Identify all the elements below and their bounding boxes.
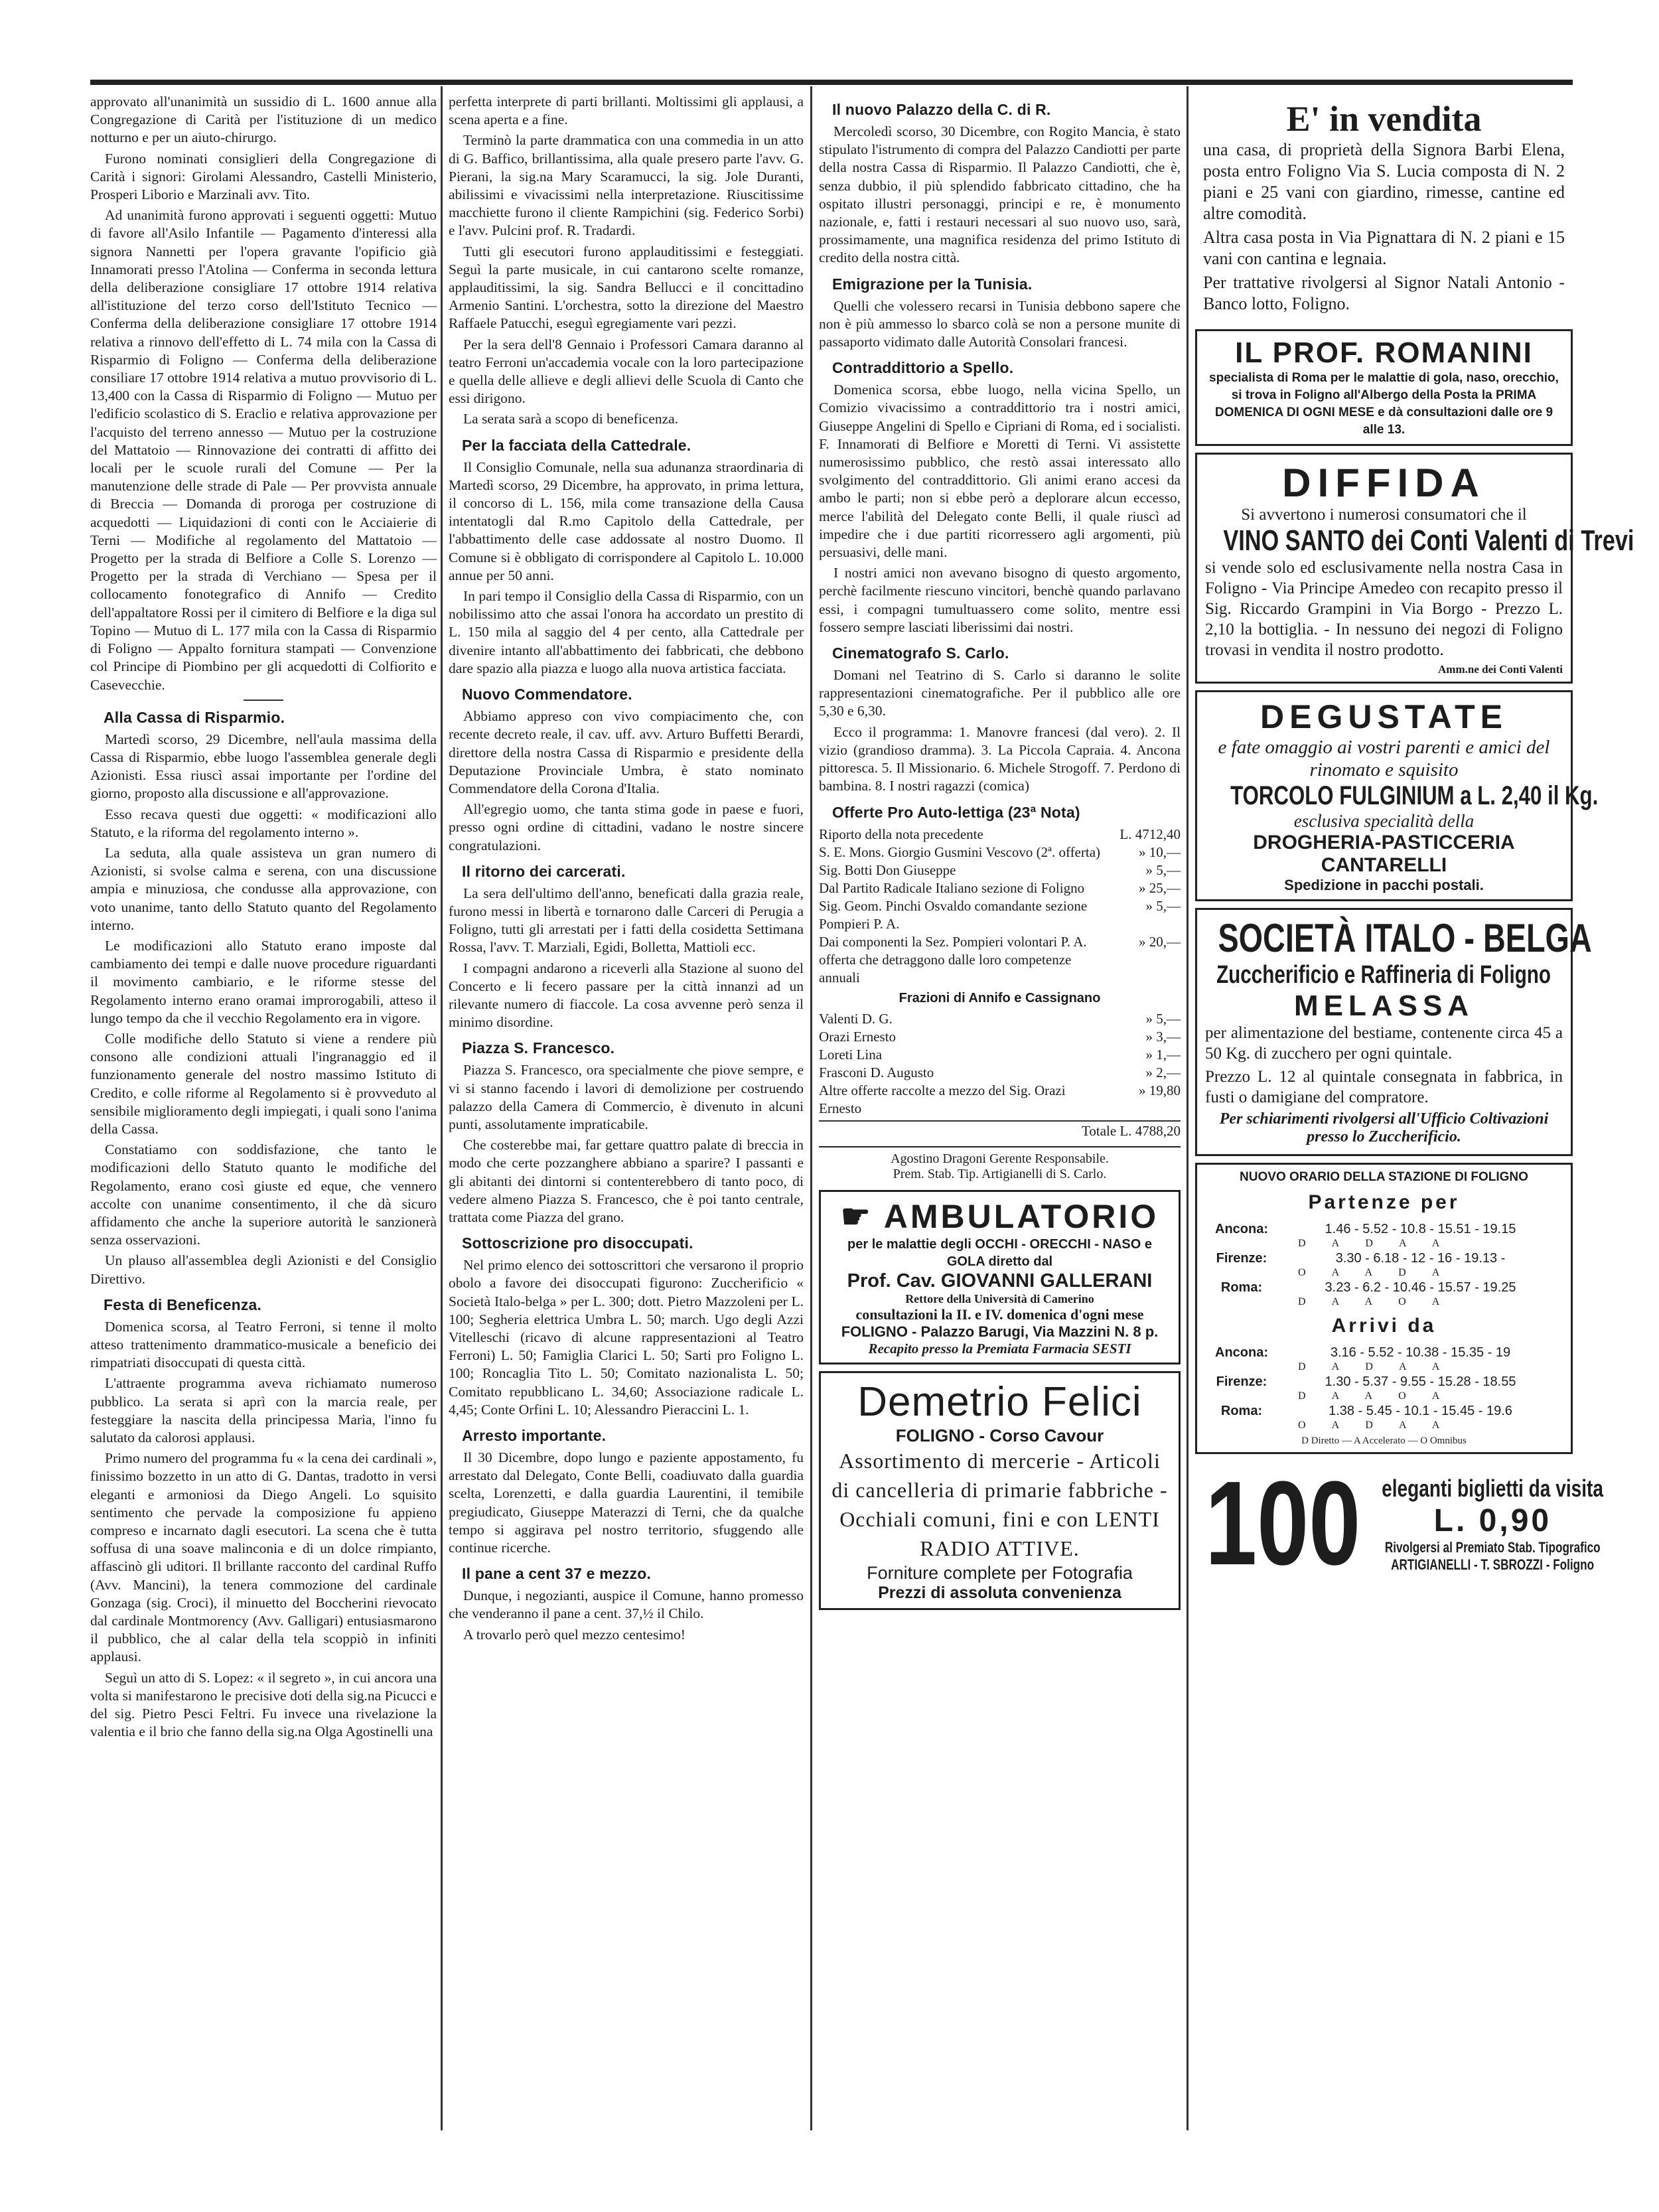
- ad-text: specialista di Roma per le malattie di gola, naso, orecchio, si trova in Foligno all'Albergo della Posta la PRIMA DOMENICA DI OGNI MESE e dà consultazioni dalle ore 9 alle 13.: [1209, 371, 1559, 437]
- article-text: Un plauso all'assemblea degli Azionisti e del Consiglio Direttivo.: [90, 1252, 437, 1287]
- orario-ad: [1195, 1163, 1573, 1454]
- schedule-city: Ancona:: [1215, 1222, 1268, 1237]
- top-rule: [90, 80, 1573, 85]
- article-text: Terminò la parte drammatica con una commedia in un atto di G. Baffico, brillantissima, alla quale presero parte l'avv. G. Pierani, la sig.na Mary Scaramucci, la sig. Jole Duranti, abilissimi e vivacissimi nella interpretazione. Riuscitissime macchiette furono il cliente Rampichini (sig. Federico Sorbi) e l'avv. Pulcini prof. R. Tradardi.: [449, 132, 804, 239]
- schedule-city: Roma:: [1220, 1280, 1263, 1295]
- schedule-times: 1.38 - 5.45 - 10.1 - 15.45 - 19.6: [1329, 1404, 1512, 1419]
- offer-label: Altre offerte raccolte a mezzo del Sig. Orazi Ernesto: [819, 1082, 1066, 1116]
- article-text: Abbiamo appreso con vivo compiacimento che, con recente decreto reale, il cav. uff. avv. Arturo Buffetti Berardi, direttore della nostra Cassa di Risparmio e presidente della Deputazione Provinciale Umbra, è stato nominato Commendatore della Corona d'Italia.: [449, 708, 804, 796]
- offer-label: Loreti Lina: [819, 1046, 883, 1063]
- article-text: Esso recava questi due oggetti: « modificazioni allo Statuto, e la riforma del regolamento interno ».: [90, 806, 437, 840]
- ad-text: Per trattative rivolgersi al Signor Natali Antonio - Banco lotto, Foligno.: [1203, 273, 1565, 313]
- headline: Il pane a cent 37 e mezzo.: [462, 1565, 652, 1583]
- article-text: Primo numero del programma fu « la cena dei cardinali », finissimo bozzetto in un atto di G. Dantas, tradotto in versi eleganti e armoniosi da Diego Angeli. Lo squisito sentimento che pervade la composizione fu appieno compreso e incarnato dagli esecutori. La scena che è tutta soffusa di una soave malinconia e di un dolce rimpianto, affascinò gli uditori. Il brillante racconto del cardinal Ruffo (Avv. Mancini), la tenera commozione del cardinale Gonzaga (sig. Croci), il minuetto del Boccherini rievocato dal cardinale Montmorency (Avv. Galligari) entusiasmarono il pubblico, che al calar della tela scoppiò in infiniti applausi.: [90, 1450, 437, 1665]
- article-text: Il Consiglio Comunale, nella sua adunanza straordinaria di Martedì scorso, 29 Dicembre, ha approvato, in prima lettura, il concorso di L. 156, mila come transazione della Causa intentatogli dal R.mo Capitolo della Cattedrale, per l'abbattimento delle case addossate al nostro Duomo. Il Comune si è obbligato di corrispondere al Capitolo L. 10.000 annue per 50 anni.: [449, 459, 804, 583]
- article-text: Domenica scorsa, ebbe luogo, nella vicina Spello, un Comizio vivacissimo a contraddittorio tra i nostri amici, Giuseppe Angelini di Spello e Cipriani di Roma, ed i socialisti. F. Innamorati di Belfiore e Moretti di Terni. Vi assistette numerosissimo pubblico, che restò assai interessato allo svolgimento del contraddittorio. Gli animi erano accesi da ambo le parti; non si ebbe però a deplorare alcun eccesso, merce l'abilità del Delegato conte Belli, il quale riuscì ad impedire che i due partiti ricorressero agli argomenti, più persuasivi, delle mani.: [819, 382, 1181, 561]
- article-text: All'egregio uomo, che tanta stima gode in paese e fuori, presso ogni ordine di cittadini, vadano le nostre sincere congratulazioni.: [449, 801, 804, 853]
- offer-value: » 5,—: [1145, 861, 1181, 878]
- schedule-city: Roma:: [1220, 1404, 1263, 1419]
- offer-row: [819, 826, 1181, 844]
- article-text: Martedì scorso, 29 Dicembre, nell'aula massima della Cassa di Risparmio, ebbe luogo l'assemblea generale degli Azionisti. Essa riuscì assai importante per l'ordine del giorno, proposto alla discussione e all'approvazione.: [90, 731, 437, 802]
- ad-price: L. 0,90: [1433, 1503, 1552, 1538]
- felici-ad: [819, 1371, 1181, 1610]
- column-divider: [810, 86, 812, 2130]
- article-text: La sera dell'ultimo dell'anno, beneficati dalla grazia reale, furono messi in libertà e tornarono dalle Carceri di Perugia a Foligno, tutti gli arrestati per i fatti della cosidetta Settimana Rossa, l'avv. T. Marziali, Egidi, Bolletta, Mattioli ecc.: [449, 885, 804, 956]
- ad-text: per alimentazione del bestiame, contenente circa 45 a 50 Kg. di zucchero per ogni quintale.: [1205, 1024, 1563, 1063]
- schedule-heading: Partenze per: [1308, 1191, 1460, 1214]
- ad-text: Si avvertono i numerosi consumatori che il: [1241, 506, 1527, 524]
- ad-title: DEGUSTATE: [1260, 698, 1508, 735]
- biglietti-ad: [1195, 1457, 1604, 1591]
- article-text: Dunque, i negozianti, auspice il Comune, hanno promesso che venderanno il pane a cent. 37,½ il Chilo.: [449, 1587, 804, 1622]
- article-text: Piazza S. Francesco, ora specialmente che piove sempre, e vi si stanno facendo i lavori di demolizione per costruendo palazzo della Camera di Commercio, è divenuto in alcuni punti, assolutamente impraticabile.: [449, 1062, 804, 1132]
- offer-row: [819, 1028, 1181, 1046]
- article-text: L'attraente programma aveva richiamato numeroso pubblico. La serata si aprì con la marcia reale, per festeggiare la nascita della principessa Maria, l'inno fu salutato da calorosi applausi.: [90, 1375, 437, 1446]
- article-text: I nostri amici non avevano bisogno di questo argomento, perchè facilmente riescuno vincitori, benchè quando parlavano essi, i compagni tumultuassero come solito, mentre essi fossero sempre lasciati liberissimi dai nostri.: [819, 565, 1181, 635]
- offer-value: L. 4712,40: [1119, 826, 1181, 842]
- ad-text: Rivolgersi al Premiato Stab. Tipografico: [1384, 1538, 1601, 1556]
- offer-row: [819, 897, 1181, 933]
- subheading: Frazioni di Annifo e Cassignano: [899, 990, 1101, 1005]
- frazioni-list: [819, 1010, 1181, 1118]
- ad-text: Altra casa posta in Via Pignattara di N. 2 piani e 15 vani con cantina e legnaia.: [1203, 228, 1565, 268]
- schedule-codes: D A D A A: [1298, 1361, 1452, 1373]
- ad-text: consultazioni la II. e IV. domenica d'ogni mese: [855, 1305, 1144, 1323]
- ad-text: TORCOLO FULGINIUM a L. 2,40 il Kg.: [1230, 781, 1599, 810]
- article-text: Ecco il programma: 1. Manovre francesi (dal vero). 2. Il vizio (grandioso dramma). 3. La Piccola Capraia. 4. Ancona pittoresca. 5. Il Missionario. 6. Michele Strogoff. 7. Perdono di bambina. 8. I nostri ragazzi (comica): [819, 723, 1181, 794]
- ad-text: una casa, di proprietà della Signora Barbi Elena, posta entro Foligno Via S. Lucia composta di N. 2 piani e 25 vani con giardino, rimesse, cantine ed altre comodità.: [1203, 140, 1565, 223]
- offers-list: [819, 826, 1181, 987]
- article-text: Mercoledì scorso, 30 Dicembre, con Rogito Mancia, è stato stipulato l'istrumento di compra del Palazzo Candiotti per parte della nostra Cassa di Risparmio. Il Palazzo Candiotti, che è, senza dubbio, il più splendido fabbricato cittadino, che ha ospitato illustri personaggi, principi e re, è monumento nazionale, e, fatti i restauri necessari al suo nuovo uso, sarà, prossimamente, una magnifica residenza del primo Istituto di credito della nostra città.: [819, 123, 1181, 266]
- societa-ad: [1195, 908, 1592, 1156]
- offer-value: » 5,—: [1145, 1010, 1181, 1027]
- offer-row: [819, 861, 1181, 879]
- offer-value: » 5,—: [1145, 897, 1181, 914]
- offer-row: [819, 844, 1181, 861]
- degustate-ad: [1195, 690, 1599, 901]
- offer-row: [819, 933, 1181, 987]
- ad-title: [829, 1197, 1171, 1236]
- headline: Piazza S. Francesco.: [462, 1039, 615, 1057]
- ad-text: DROGHERIA-PASTICCERIA CANTARELLI: [1253, 832, 1515, 876]
- ad-text: si vende solo ed esclusivamente nella nostra Casa in Foligno - Via Principe Amedeo con recapito presso il Sig. Riccardo Grampini in Via Borgo - Prezzo L. 2,10 la bottiglia. - In nessuno dei negozi di Foligno trovasi in vendita il nostro prodotto.: [1205, 559, 1563, 659]
- ad-text: Forniture complete per Fotografia: [867, 1562, 1133, 1583]
- offer-label: Orazi Ernesto: [819, 1028, 897, 1045]
- schedule-city: Firenze:: [1216, 1251, 1267, 1266]
- offer-label: Sig. Botti Don Giuseppe: [819, 861, 956, 878]
- ad-text: Spedizione in pacchi postali.: [1284, 877, 1484, 893]
- schedule-times: 1.46 - 5.52 - 10.8 - 15.51 - 19.15: [1325, 1222, 1516, 1237]
- schedule-row: [1205, 1220, 1563, 1238]
- column-divider: [1187, 86, 1189, 2130]
- column-4: [1195, 93, 1634, 1591]
- schedule-times: 3.30 - 6.18 - 12 - 16 - 19.13 -: [1335, 1251, 1506, 1266]
- ambulatorio-ad: [819, 1190, 1181, 1364]
- ad-title: DIFFIDA: [1282, 461, 1486, 505]
- schedule-times: 3.16 - 5.52 - 10.38 - 15.35 - 19: [1330, 1345, 1511, 1361]
- article-text: approvato all'unanimità un sussidio di L. 1600 annue alla Congregazione di Carità per l'istituzione di un medico notturno e per un aiuto-chirurgo.: [90, 94, 437, 146]
- schedule-legend: D Diretto — A Accelerato — O Omnibus: [1301, 1436, 1467, 1447]
- imprint-line: Prem. Stab. Tip. Artigianelli di S. Carlo.: [893, 1166, 1107, 1181]
- ad-text: Recapito presso la Premiata Farmacia SESTI: [868, 1340, 1131, 1357]
- article-text: Nel primo elenco dei sottoscrittori che versarono il proprio obolo a favore dei disoccupati figurono: Zuccherificio « Società Italo-belga » per L. 300; dott. Pietro Mazzoleni per L. 100; Segheria elettrica Umbra L. 50; march. Ugo degli Azzi Vitelleschi (ricavo di alcune rappresentazioni al Teatro Ferroni) L. 50; Famiglia Clarici L. 50; Sarti pro Foligno L. 100; Roncaglia Tito L. 50; Comitato nazionalista L. 50; Comitato repubblicano L. 34,60; Associazione radicale L. 4,45; Conte Orfini L. 10; Alessandro Pieraccini L. 1.: [449, 1257, 804, 1418]
- newspaper-page: [90, 80, 1634, 2130]
- column-3: [819, 93, 1181, 1617]
- article-text: Per la sera dell'8 Gennaio i Professori Camara daranno al teatro Ferroni un'accademia vocale con la loro partecipazione e quella delle allieve e degli allievi delle Scuola di Canto che essi dirigono.: [449, 336, 804, 407]
- ad-text: Prezzo L. 12 al quintale consegnata in fabbrica, in fusti o damigiane del compratore.: [1205, 1068, 1563, 1106]
- schedule-codes: D A D A A: [1298, 1238, 1452, 1250]
- headline: Alla Cassa di Risparmio.: [104, 708, 285, 726]
- offer-value: » 3,—: [1145, 1028, 1181, 1045]
- headline: Per la facciata della Cattedrale.: [462, 436, 691, 454]
- article-text: Le modificazioni allo Statuto erano imposte dal cambiamento dei tempi e dalle nuove procedure riguardanti il movimento cambiario, e le riforme stesse del Regolamento interno erano oramai improrogabili, atteso il lungo tempo da che il vecchio Regolamento era in vigore.: [90, 937, 437, 1026]
- schedule-codes: O A A D A: [1298, 1267, 1452, 1279]
- ad-text: Prezzi di assoluta convenienza: [878, 1583, 1121, 1602]
- article-text: Tutti gli esecutori furono applauditissimi e festeggiati. Seguì la parte musicale, in cui cantarono scelte romanze, applauditissimi, la sig. Sandra Bellucci e il concittadino Armenio Santini. L'orchestra, sotto la direzione del Maestro Raffaele Patucchi, eseguì egregiamente vari pezzi.: [449, 243, 804, 332]
- headline: Contraddittorio a Spello.: [832, 359, 1014, 377]
- diffida-ad: [1195, 453, 1634, 684]
- article-text: I compagni andarono a riceverli alla Stazione al suono del Concerto e li fecero passare per la città innanzi ad un rilevante numero di fiaccole. La cosa avvenne però senza il minimo disordine.: [449, 960, 804, 1031]
- ad-text: ARTIGIANELLI - T. SBROZZI - Foligno: [1391, 1556, 1595, 1573]
- ad-text: Zuccherificio e Raffineria di Foligno: [1216, 961, 1551, 989]
- column-divider: [441, 86, 443, 2130]
- column-1: [90, 93, 437, 1743]
- ad-text: Assortimento di mercerie - Articoli di cancelleria di primarie fabbriche - Occhiali comuni, fini e con LENTI RADIO ATTIVE.: [831, 1448, 1168, 1560]
- headline: Il ritorno dei carcerati.: [462, 862, 626, 880]
- article-text: A trovarlo però quel mezzo centesimo!: [463, 1626, 685, 1643]
- headline: Nuovo Commendatore.: [462, 686, 632, 703]
- ad-title: IL PROF. ROMANINI: [1235, 336, 1533, 369]
- offer-value: » 10,—: [1139, 844, 1181, 860]
- ad-body: [1370, 1475, 1615, 1574]
- ad-text: esclusiva specialità della: [1293, 811, 1475, 831]
- article-text: Domani nel Teatrino di S. Carlo si daranno le solite rappresentazioni cinematografiche. Per il pubblico alle ore 5,30 e 6,30.: [819, 667, 1181, 719]
- headline: Il nuovo Palazzo della C. di R.: [832, 101, 1051, 118]
- ad-title: E' in vendita: [1286, 99, 1482, 139]
- offers-total: Totale L. 4788,20: [819, 1120, 1181, 1140]
- ad-text: FOLIGNO - Palazzo Barugi, Via Mazzini N. 8 p.: [841, 1323, 1159, 1340]
- departures-table: [1205, 1220, 1563, 1308]
- ad-text: e fate omaggio ai vostri parenti e amici del rinomato e squisito: [1218, 737, 1550, 780]
- headline: Sottoscrizione pro disoccupati.: [462, 1234, 693, 1252]
- offer-label: S. E. Mons. Giorgio Gusmini Vescovo (2ª. offerta): [819, 844, 1101, 860]
- headline: Cinematografo S. Carlo.: [832, 644, 1009, 662]
- schedule-codes: O A D A A: [1298, 1420, 1452, 1432]
- schedule-row: [1205, 1344, 1563, 1361]
- ad-title: MELASSA: [1293, 990, 1475, 1022]
- hand-pointer-icon: ☛: [840, 1197, 884, 1235]
- schedule-city: Firenze:: [1216, 1374, 1267, 1390]
- offer-row: [819, 1064, 1181, 1082]
- arrivals-table: [1205, 1344, 1563, 1432]
- offer-label: Dal Partito Radicale Italiano sezione di Foligno: [819, 879, 1085, 896]
- schedule-row: [1205, 1373, 1563, 1390]
- column-2: [449, 93, 804, 1647]
- article-text: In pari tempo il Consiglio della Cassa di Risparmio, con un nobilissimo atto che assai l'onora ha accordato un prestito di L. 150 mila al saggio del 4 per cento, alla Cattedrale per divenire intanto all'abbattimento dei fabbricati, che debbono dare spazio alla piazza e luogo alla nuova artistica facciata.: [449, 588, 804, 676]
- imprint: [819, 1146, 1181, 1182]
- offer-label: Sig. Geom. Pinchi Osvaldo comandante sezione Pompieri P. A.: [819, 897, 1088, 932]
- ad-title: SOCIETÀ ITALO - BELGA: [1218, 916, 1592, 960]
- schedule-row: [1205, 1250, 1563, 1267]
- offer-value: » 25,—: [1139, 879, 1181, 896]
- article-text: Colle modifiche dello Statuto si viene a rendere più consono alle condizioni attuali l'ingranaggio ed il funzionamento generale del nostro massimo Istituto di Credito, e colle riforme al Regolamento si è provveduto al sensibile miglioramento degli impiegati, i quali sono l'anima della Cassa.: [90, 1030, 437, 1137]
- offer-row: [819, 1082, 1181, 1118]
- vendita-ad: [1195, 93, 1573, 323]
- offer-value: » 20,—: [1139, 933, 1181, 950]
- schedule-times: 1.30 - 5.37 - 9.55 - 15.28 - 18.55: [1325, 1374, 1516, 1390]
- romanini-ad: [1195, 329, 1573, 446]
- ad-text: Per schiarimenti rivolgersi all'Ufficio Coltivazioni presso lo Zuccherificio.: [1219, 1110, 1549, 1146]
- article-text: Ad unanimità furono approvati i seguenti oggetti: Mutuo di favore all'Asilo Infantile — Pagamento d'interessi alla signora Nannetti per l'opera gravante l'opificio già Innamorati presso l'Atolina — Conferma in seconda lettura della deliberazione consigliare 17 ottobre 1914 relativa all'istituzione del terzo corso dell'Istituto Tecnico — Conferma della deliberazione consigliare 17 ottobre 1914 relativa a rinnovo dell'effetto di L. 74 mila con la Cassa di Risparmio di Foligno — Conferma della deliberazione consiliare 17 ottobre 1914 relativa a mutuo provvisorio di L. 13,400 con la Cassa di Risparmio di Foligno — Mutuo per l'edificio scolastico di S. Eraclio e relativa approvazione per l'acquisto del terreno annesso — Mutuo per la costruzione del Mattatoio — Rinnovazione dei contratti di affitto dei locali per le scuole rurali del Comune — Per la manutenzione delle strade di Pale — Per provvista annuale di Breccia — Domanda di proroga per costruzione di acquedotti — Liquidazioni di conti con le Acciaierie di Terni — Modifiche al regolamento del Mattatoio — Progetto per la strada di Belfiore a Colle S. Lorenzo — Progetto per la strada di Verchiano — Spesa per il collocamento fonotegrafico di Annifo — Credito dell'appaltatore Rossi per il cimitero di Belfiore e la diga sul Topino — Mutuo di L. 177 mila con la Cassa di Risparmio di Foligno — Appalto fornitura stampati — Convenzione col Principe di Piombino per gli acquedotti di Colfiorito e Casevecchie.: [90, 207, 437, 693]
- article-text: Che costerebbe mai, far gettare quattro palate di breccia in modo che certe pozzanghere abbiano a sparire? I passanti e gli abitanti dei dintorni si contenterebbero di tanto poco, di vedere almeno Piazza S. Francesco, che è poi tanto centrale, trattata come Piazza del grano.: [449, 1137, 804, 1225]
- ad-title: NUOVO ORARIO DELLA STAZIONE DI FOLIGNO: [1240, 1170, 1528, 1185]
- article-text: Constatiamo con soddisfazione, che tanto le modificazioni dello Statuto quanto le modifiche del Regolamento, erano così giuste ed eque, che vennero accolte con unanime consentimento, il che dà sicuro affidamento che anche la superiore autorità le sanzionerà senza osservazioni.: [90, 1142, 437, 1248]
- ad-text: Rettore della Università di Camerino: [905, 1291, 1094, 1305]
- offer-row: [819, 1046, 1181, 1064]
- headline: Arresto importante.: [462, 1427, 607, 1444]
- offer-value: » 19,80: [1139, 1082, 1181, 1098]
- schedule-row: [1205, 1279, 1563, 1296]
- article-text: perfetta interprete di parti brillanti. Moltissimi gli applausi, a scena aperta e a fine.: [449, 94, 804, 128]
- schedule-heading: Arrivi da: [1331, 1315, 1437, 1337]
- schedule-city: Ancona:: [1215, 1345, 1268, 1361]
- ad-text: per le malattie degli OCCHI - ORECCHI - NASO e GOLA diretto dal: [847, 1236, 1152, 1269]
- article-text: Seguì un atto di S. Lopez: « il segreto », in cui ancora una volta si manifestarono le precisive doti della sig.na Picucci e del sig. Pietro Pesci Feltri. Fu invece una rivelazione la valentia e il brio che fanno della sig.na Olga Agostinelli una: [90, 1669, 437, 1740]
- offer-label: Riporto della nota precedente: [819, 826, 983, 842]
- article-text: Furono nominati consiglieri della Congregazione di Carità i signori: Girolami Alessandro, Castelli Ministerio, Prosperi Liborio e Marzinali avv. Tito.: [90, 150, 437, 203]
- schedule-times: 3.23 - 6.2 - 10.46 - 15.57 - 19.25: [1325, 1280, 1516, 1295]
- ad-title: Demetrio Felici: [857, 1378, 1142, 1425]
- schedule-row: [1205, 1402, 1563, 1420]
- offer-value: » 1,—: [1145, 1046, 1181, 1063]
- offer-label: Dai componenti la Sez. Pompieri volontari P. A. offerta che detraggono dalle loro competenze annuali: [819, 933, 1087, 986]
- schedule-codes: D A A O A: [1298, 1390, 1452, 1402]
- imprint-line: Agostino Dragoni Gerente Responsabile.: [891, 1151, 1109, 1166]
- article-text: Domenica scorsa, al Teatro Ferroni, si tenne il molto atteso trattenimento drammatico-musicale a beneficio dei rimpatriati disoccupati di questa città.: [90, 1318, 437, 1371]
- article-text: La serata sarà a scopo di beneficenza.: [463, 411, 679, 427]
- ad-number: 100: [1205, 1457, 1361, 1591]
- ad-text: FOLIGNO - Corso Cavour: [895, 1425, 1104, 1445]
- offer-label: Frasconi D. Augusto: [819, 1064, 934, 1080]
- offer-row: [819, 1010, 1181, 1028]
- ad-text: Prof. Cav. GIOVANNI GALLERANI: [847, 1270, 1153, 1291]
- separator: [244, 700, 283, 701]
- ad-signature: Amm.ne dei Conti Valenti: [1438, 663, 1563, 676]
- ad-text: eleganti biglietti da visita: [1382, 1474, 1604, 1502]
- offer-value: » 2,—: [1145, 1064, 1181, 1080]
- headline: Festa di Beneficenza.: [104, 1295, 262, 1313]
- offer-label: Valenti D. G.: [819, 1010, 893, 1027]
- headline: Emigrazione per la Tunisia.: [832, 275, 1033, 293]
- article-text: La seduta, alla quale assisteva un gran numero di Azionisti, si svolse calma e serena, con una discussione ampia e minuziosa, che condusse alla approvazione, con voto unanime, tanto dello Statuto quanto del Regolamento interno.: [90, 844, 437, 933]
- ad-text: VINO SANTO dei Conti Valenti di Trevi: [1223, 524, 1634, 557]
- headline: Offerte Pro Auto-lettiga (23ª Nota): [832, 803, 1080, 821]
- article-text: Il 30 Dicembre, dopo lungo e paziente appostamento, fu arrestato dal Delegato, Conte Belli, coadiuvato dalla guardia scelta, Lorenzetti, e dalla guardia Laurentini, il temibile pregiudicato, Giuseppe Materazzi di Terni, che da qualche tempo si aggirava pel nostro territorio, sfuggendo alle continue ricerche.: [449, 1449, 804, 1556]
- article-text: Quelli che volessero recarsi in Tunisia debbono sapere che non è più ammesso lo sbarco colà se non a persone munite di passaporto vidimato dalle Autorità Consolari francesi.: [819, 297, 1181, 350]
- ad-title-text: AMBULATORIO: [883, 1197, 1159, 1235]
- offer-row: [819, 879, 1181, 897]
- schedule-codes: D A A O A: [1298, 1296, 1452, 1308]
